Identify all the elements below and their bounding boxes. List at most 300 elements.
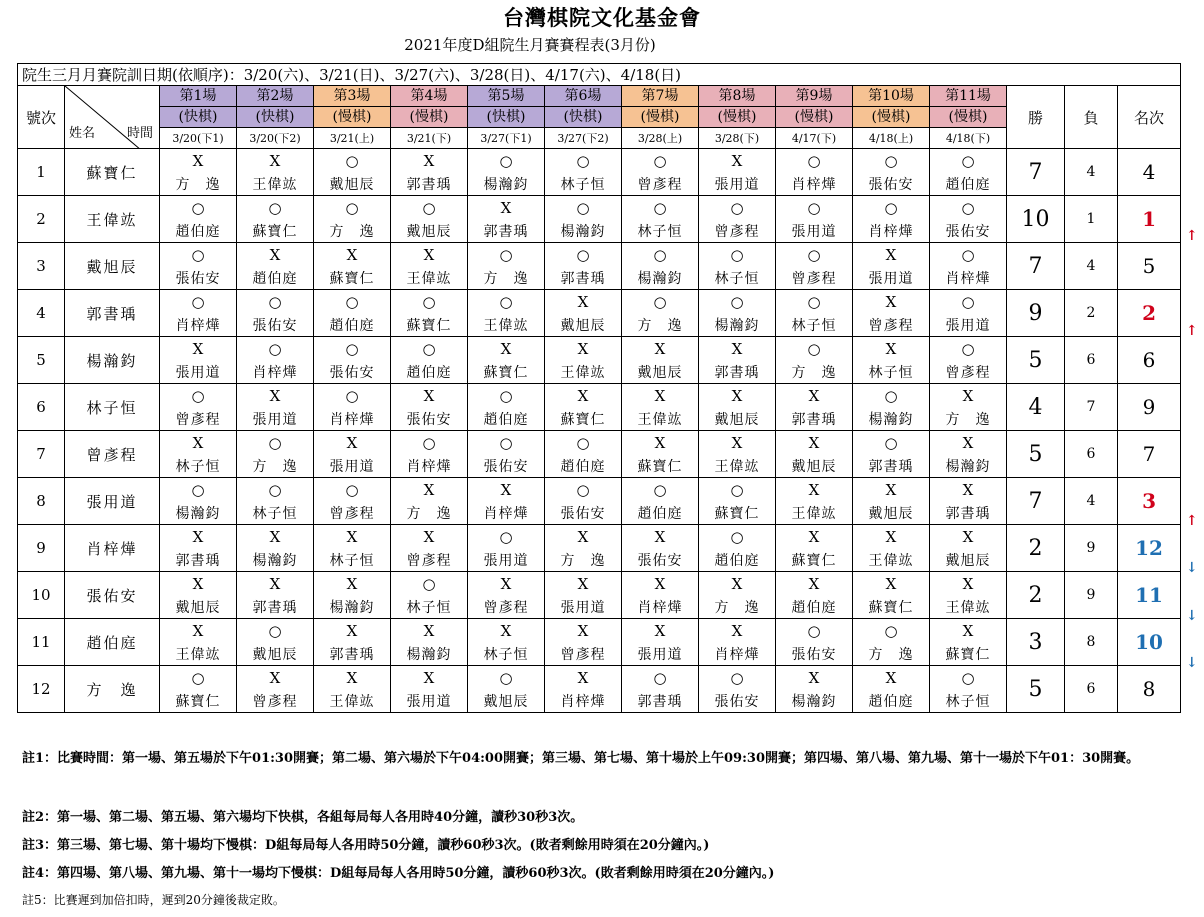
game-result: X — [160, 431, 237, 456]
game-result: X — [237, 384, 314, 409]
game-result: ○ — [545, 478, 622, 503]
player-number: 2 — [18, 196, 65, 243]
opponent-name: 王偉竑 — [622, 408, 699, 431]
game-result: ○ — [699, 243, 776, 268]
game-result: ○ — [160, 290, 237, 315]
game-result: ○ — [237, 337, 314, 362]
rank-value: 3 — [1118, 478, 1181, 525]
opponent-name: 楊瀚鈞 — [622, 267, 699, 290]
player-row — [18, 196, 1181, 221]
rank-value: 1 — [1118, 196, 1181, 243]
game-result: ○ — [930, 149, 1007, 174]
losses-count: 6 — [1065, 666, 1118, 713]
opponent-name: 張佑安 — [160, 267, 237, 290]
game-result: ○ — [776, 149, 853, 174]
game-result: ○ — [930, 337, 1007, 362]
game-result: X — [237, 243, 314, 268]
player-name: 方 逸 — [65, 666, 160, 713]
game-result: ○ — [853, 431, 930, 456]
header-wins: 勝 — [1007, 86, 1065, 149]
opponent-name: 林子恒 — [391, 596, 468, 619]
round-label: 第3場 — [314, 86, 391, 107]
game-result: ○ — [853, 149, 930, 174]
opponent-name: 蘇寶仁 — [545, 408, 622, 431]
wins-count: 5 — [1007, 666, 1065, 713]
player-name: 楊瀚鈞 — [65, 337, 160, 384]
game-result: X — [776, 478, 853, 503]
opponent-name: 張用道 — [237, 408, 314, 431]
opponent-name: 楊瀚鈞 — [468, 173, 545, 196]
opponent-name: 楊瀚鈞 — [699, 314, 776, 337]
game-result: X — [314, 243, 391, 268]
opponent-name: 戴旭辰 — [468, 690, 545, 713]
opponent-name: 郭書瑀 — [237, 596, 314, 619]
game-result: X — [853, 243, 930, 268]
round-type: (慢棋) — [314, 107, 391, 128]
round-date: 4/18(上) — [853, 128, 930, 149]
round-date: 3/28(上) — [622, 128, 699, 149]
opponent-name: 張佑安 — [468, 455, 545, 478]
opponent-name: 張用道 — [545, 596, 622, 619]
opponent-name: 方 逸 — [237, 455, 314, 478]
player-row-opponents — [18, 455, 1181, 478]
opponent-name: 王偉竑 — [391, 267, 468, 290]
opponent-name: 方 逸 — [699, 596, 776, 619]
schedule-table — [17, 63, 1181, 713]
opponent-name: 蘇寶仁 — [699, 502, 776, 525]
round-date: 3/28(下) — [699, 128, 776, 149]
game-result: ○ — [853, 384, 930, 409]
opponent-name: 楊瀚鈞 — [160, 502, 237, 525]
player-row-opponents — [18, 502, 1181, 525]
opponent-name: 王偉竑 — [776, 502, 853, 525]
game-result: X — [853, 572, 930, 597]
game-result: ○ — [391, 337, 468, 362]
opponent-name: 張用道 — [930, 314, 1007, 337]
opponent-name: 林子恒 — [468, 643, 545, 666]
opponent-name: 蘇寶仁 — [160, 690, 237, 713]
opponent-name: 蘇寶仁 — [314, 267, 391, 290]
round-label: 第11場 — [930, 86, 1007, 107]
game-result: ○ — [699, 525, 776, 550]
game-result: X — [391, 525, 468, 550]
opponent-name: 戴旭辰 — [622, 361, 699, 384]
rank-up-icon: ↑ — [1186, 512, 1198, 529]
opponent-name: 林子恒 — [545, 173, 622, 196]
game-result: ○ — [622, 290, 699, 315]
wins-count: 7 — [1007, 149, 1065, 196]
game-result: ○ — [160, 243, 237, 268]
opponent-name: 曾彥程 — [853, 314, 930, 337]
opponent-name: 楊瀚鈞 — [545, 220, 622, 243]
header-rank: 名次 — [1118, 86, 1181, 149]
round-type: (慢棋) — [776, 107, 853, 128]
opponent-name: 郭書瑀 — [160, 549, 237, 572]
game-result: X — [391, 384, 468, 409]
round-date: 3/21(下) — [391, 128, 468, 149]
game-result: ○ — [468, 243, 545, 268]
round-label: 第2場 — [237, 86, 314, 107]
player-number: 3 — [18, 243, 65, 290]
game-result: ○ — [160, 478, 237, 503]
game-result: X — [930, 525, 1007, 550]
opponent-name: 林子恒 — [314, 549, 391, 572]
player-row — [18, 243, 1181, 268]
rank-down-icon: ↓ — [1186, 607, 1198, 624]
player-row-opponents — [18, 596, 1181, 619]
opponent-name: 方 逸 — [545, 549, 622, 572]
opponent-name: 楊瀚鈞 — [853, 408, 930, 431]
round-label: 第4場 — [391, 86, 468, 107]
opponent-name: 林子恒 — [622, 220, 699, 243]
player-name: 戴旭辰 — [65, 243, 160, 290]
game-result: X — [699, 149, 776, 174]
game-result: X — [699, 384, 776, 409]
opponent-name: 趙伯庭 — [622, 502, 699, 525]
game-result: ○ — [622, 196, 699, 221]
game-result: ○ — [468, 149, 545, 174]
opponent-name: 楊瀚鈞 — [930, 455, 1007, 478]
player-row-opponents — [18, 408, 1181, 431]
training-dates-notice: 院生三月月賽院訓日期(依順序)：3/20(六)、3/21(日)、3/27(六)、3/28(日)、4/17(六)、4/18(日) — [18, 64, 1181, 86]
opponent-name: 張用道 — [314, 455, 391, 478]
player-number: 6 — [18, 384, 65, 431]
game-result: X — [391, 619, 468, 644]
losses-count: 4 — [1065, 243, 1118, 290]
player-row-opponents — [18, 643, 1181, 666]
round-date: 3/27(下1) — [468, 128, 545, 149]
game-result: ○ — [314, 149, 391, 174]
opponent-name: 張用道 — [622, 643, 699, 666]
game-result: X — [622, 431, 699, 456]
opponent-name: 趙伯庭 — [699, 549, 776, 572]
game-result: X — [699, 337, 776, 362]
game-result: X — [391, 478, 468, 503]
opponent-name: 曾彥程 — [699, 220, 776, 243]
notes-section — [22, 748, 1192, 907]
opponent-name: 楊瀚鈞 — [776, 690, 853, 713]
header-name-time — [65, 86, 160, 149]
round-label: 第10場 — [853, 86, 930, 107]
game-result: ○ — [237, 196, 314, 221]
game-result: X — [930, 478, 1007, 503]
round-type: (慢棋) — [699, 107, 776, 128]
opponent-name: 楊瀚鈞 — [314, 596, 391, 619]
opponent-name: 肖梓燁 — [545, 690, 622, 713]
opponent-name: 王偉竑 — [468, 314, 545, 337]
wins-count: 4 — [1007, 384, 1065, 431]
opponent-name: 肖梓燁 — [391, 455, 468, 478]
opponent-name: 張用道 — [160, 361, 237, 384]
opponent-name: 王偉竑 — [314, 690, 391, 713]
player-row-opponents — [18, 267, 1181, 290]
opponent-name: 林子恒 — [160, 455, 237, 478]
opponent-name: 曾彥程 — [160, 408, 237, 431]
round-date: 4/17(下) — [776, 128, 853, 149]
round-type: (快棋) — [237, 107, 314, 128]
game-result: X — [853, 525, 930, 550]
game-result: X — [545, 619, 622, 644]
rank-value: 12 — [1118, 525, 1181, 572]
game-result: ○ — [468, 384, 545, 409]
player-name: 張用道 — [65, 478, 160, 525]
game-result: ○ — [776, 619, 853, 644]
player-row — [18, 572, 1181, 597]
game-result: ○ — [314, 196, 391, 221]
losses-count: 4 — [1065, 149, 1118, 196]
opponent-name: 王偉竑 — [699, 455, 776, 478]
header-losses: 負 — [1065, 86, 1118, 149]
game-result: ○ — [699, 666, 776, 691]
game-result: ○ — [622, 478, 699, 503]
player-name: 王偉竑 — [65, 196, 160, 243]
player-name: 肖梓燁 — [65, 525, 160, 572]
opponent-name: 林子恒 — [699, 267, 776, 290]
losses-count: 1 — [1065, 196, 1118, 243]
game-result: X — [160, 572, 237, 597]
losses-count: 6 — [1065, 337, 1118, 384]
round-date: 3/21(上) — [314, 128, 391, 149]
opponent-name: 方 逸 — [314, 220, 391, 243]
player-name: 趙伯庭 — [65, 619, 160, 666]
player-name: 蘇寶仁 — [65, 149, 160, 196]
game-result: ○ — [853, 619, 930, 644]
opponent-name: 林子恒 — [237, 502, 314, 525]
opponent-name: 方 逸 — [160, 173, 237, 196]
opponent-name: 郭書瑀 — [699, 361, 776, 384]
game-result: X — [468, 337, 545, 362]
rank-down-icon: ↓ — [1186, 655, 1198, 671]
opponent-name: 蘇寶仁 — [930, 643, 1007, 666]
opponent-name: 王偉竑 — [160, 643, 237, 666]
game-result: X — [622, 619, 699, 644]
game-result: ○ — [391, 196, 468, 221]
opponent-name: 趙伯庭 — [468, 408, 545, 431]
player-row-opponents — [18, 690, 1181, 713]
opponent-name: 王偉竑 — [237, 173, 314, 196]
round-date: 3/20(下1) — [160, 128, 237, 149]
round-label: 第9場 — [776, 86, 853, 107]
player-row-opponents — [18, 220, 1181, 243]
rank-value: 7 — [1118, 431, 1181, 478]
player-row-opponents — [18, 173, 1181, 196]
opponent-name: 王偉竑 — [545, 361, 622, 384]
header-time: 時間 — [126, 126, 153, 141]
game-result: ○ — [930, 196, 1007, 221]
opponent-name: 戴旭辰 — [237, 643, 314, 666]
player-number: 1 — [18, 149, 65, 196]
game-result: ○ — [314, 384, 391, 409]
opponent-name: 張佑安 — [545, 502, 622, 525]
player-number: 12 — [18, 666, 65, 713]
rank-down-icon: ↓ — [1186, 560, 1198, 576]
rank-value: 4 — [1118, 149, 1181, 196]
round-date: 4/18(下) — [930, 128, 1007, 149]
rank-value: 2 — [1118, 290, 1181, 337]
losses-count: 4 — [1065, 478, 1118, 525]
game-result: X — [314, 572, 391, 597]
game-result: X — [545, 666, 622, 691]
player-row — [18, 478, 1181, 503]
game-result: ○ — [160, 196, 237, 221]
opponent-name: 張佑安 — [314, 361, 391, 384]
round-label: 第5場 — [468, 86, 545, 107]
opponent-name: 方 逸 — [468, 267, 545, 290]
opponent-name: 張用道 — [699, 173, 776, 196]
player-number: 8 — [18, 478, 65, 525]
note-5: 註5：比賽遲到加倍扣時，遲到20分鐘後裁定敗。 — [22, 893, 285, 907]
game-result: X — [853, 290, 930, 315]
opponent-name: 趙伯庭 — [391, 361, 468, 384]
game-result: X — [468, 572, 545, 597]
round-type: (慢棋) — [930, 107, 1007, 128]
game-result: ○ — [468, 290, 545, 315]
wins-count: 2 — [1007, 525, 1065, 572]
game-result: ○ — [776, 290, 853, 315]
player-row — [18, 619, 1181, 644]
wins-count: 10 — [1007, 196, 1065, 243]
rank-value: 11 — [1118, 572, 1181, 619]
round-type: (快棋) — [545, 107, 622, 128]
opponent-name: 肖梓燁 — [853, 220, 930, 243]
game-result: X — [237, 149, 314, 174]
game-result: X — [622, 337, 699, 362]
opponent-name: 肖梓燁 — [468, 502, 545, 525]
losses-count: 7 — [1065, 384, 1118, 431]
player-number: 5 — [18, 337, 65, 384]
wins-count: 5 — [1007, 431, 1065, 478]
game-result: X — [160, 337, 237, 362]
opponent-name: 張佑安 — [391, 408, 468, 431]
player-number: 7 — [18, 431, 65, 478]
losses-count: 9 — [1065, 525, 1118, 572]
player-name: 郭書瑀 — [65, 290, 160, 337]
game-result: X — [468, 478, 545, 503]
game-result: ○ — [699, 196, 776, 221]
opponent-name: 肖梓燁 — [622, 596, 699, 619]
opponent-name: 郭書瑀 — [776, 408, 853, 431]
game-result: X — [699, 619, 776, 644]
opponent-name: 林子恒 — [776, 314, 853, 337]
opponent-name: 方 逸 — [622, 314, 699, 337]
opponent-name: 曾彥程 — [391, 549, 468, 572]
game-result: ○ — [930, 243, 1007, 268]
page-title: 台灣棋院文化基金會 — [503, 5, 701, 30]
game-result: X — [930, 619, 1007, 644]
rank-value: 6 — [1118, 337, 1181, 384]
note-2: 註2：第一場、第二場、第五場、第六場均下快棋，各組每局每人各用時40分鐘，讀秒30秒3次。 — [22, 810, 584, 825]
note-3: 註3：第三場、第七場、第十場均下慢棋：D組每局每人各用時50分鐘，讀秒60秒3次。(敗者剩餘用時須在20分鐘內。) — [22, 838, 710, 853]
note-4: 註4：第四場、第八場、第九場、第十一場均下慢棋：D組每局每人各用時50分鐘，讀秒60秒3次。(敗者剩餘用時須在20分鐘內。) — [22, 866, 775, 881]
round-label: 第7場 — [622, 86, 699, 107]
opponent-name: 郭書瑀 — [391, 173, 468, 196]
opponent-name: 方 逸 — [391, 502, 468, 525]
game-result: ○ — [622, 243, 699, 268]
opponent-name: 戴旭辰 — [314, 173, 391, 196]
game-result: X — [853, 478, 930, 503]
game-result: X — [237, 572, 314, 597]
opponent-name: 蘇寶仁 — [237, 220, 314, 243]
opponent-name: 林子恒 — [930, 690, 1007, 713]
player-row-opponents — [18, 361, 1181, 384]
opponent-name: 蘇寶仁 — [776, 549, 853, 572]
opponent-name: 郭書瑀 — [314, 643, 391, 666]
game-result: ○ — [314, 337, 391, 362]
opponent-name: 戴旭辰 — [853, 502, 930, 525]
game-result: ○ — [545, 196, 622, 221]
game-result: X — [391, 666, 468, 691]
opponent-name: 郭書瑀 — [853, 455, 930, 478]
opponent-name: 郭書瑀 — [930, 502, 1007, 525]
opponent-name: 曾彥程 — [776, 267, 853, 290]
opponent-name: 肖梓燁 — [314, 408, 391, 431]
game-result: X — [622, 525, 699, 550]
rank-value: 9 — [1118, 384, 1181, 431]
game-result: ○ — [237, 290, 314, 315]
game-result: X — [930, 384, 1007, 409]
player-row — [18, 290, 1181, 315]
opponent-name: 戴旭辰 — [699, 408, 776, 431]
game-result: ○ — [776, 243, 853, 268]
opponent-name: 趙伯庭 — [237, 267, 314, 290]
rank-up-icon: ↑ — [1186, 227, 1198, 244]
opponent-name: 林子恒 — [853, 361, 930, 384]
game-result: ○ — [545, 243, 622, 268]
game-result: ○ — [776, 337, 853, 362]
losses-count: 6 — [1065, 431, 1118, 478]
game-result: X — [776, 525, 853, 550]
opponent-name: 肖梓燁 — [776, 173, 853, 196]
header-name: 姓名 — [69, 126, 96, 141]
game-result: ○ — [622, 149, 699, 174]
player-number: 10 — [18, 572, 65, 619]
opponent-name: 張佑安 — [622, 549, 699, 572]
wins-count: 7 — [1007, 478, 1065, 525]
game-result: ○ — [468, 525, 545, 550]
game-result: X — [314, 666, 391, 691]
player-row — [18, 666, 1181, 691]
game-result: X — [699, 572, 776, 597]
round-type: (慢棋) — [622, 107, 699, 128]
wins-count: 5 — [1007, 337, 1065, 384]
opponent-name: 肖梓燁 — [699, 643, 776, 666]
opponent-name: 趙伯庭 — [853, 690, 930, 713]
rank-value: 5 — [1118, 243, 1181, 290]
opponent-name: 趙伯庭 — [930, 173, 1007, 196]
player-number: 9 — [18, 525, 65, 572]
game-result: X — [160, 525, 237, 550]
opponent-name: 郭書瑀 — [468, 220, 545, 243]
game-result: X — [776, 431, 853, 456]
player-name: 林子恒 — [65, 384, 160, 431]
game-result: X — [237, 525, 314, 550]
note-1: 註1：比賽時間：第一場、第五場於下午01:30開賽；第二場、第六場於下午04:00開賽；第三場、第七場、第十場於上午09:30開賽；第四場、第八場、第九場、第十一場於下午01：30開賽。 — [22, 751, 1140, 766]
round-type: (慢棋) — [391, 107, 468, 128]
game-result: X — [391, 243, 468, 268]
game-result: X — [545, 337, 622, 362]
opponent-name: 楊瀚鈞 — [391, 643, 468, 666]
game-result: X — [545, 384, 622, 409]
game-result: ○ — [699, 290, 776, 315]
opponent-name: 戴旭辰 — [391, 220, 468, 243]
opponent-name: 張佑安 — [930, 220, 1007, 243]
wins-count: 9 — [1007, 290, 1065, 337]
opponent-name: 張用道 — [468, 549, 545, 572]
game-result: X — [545, 525, 622, 550]
game-result: X — [314, 619, 391, 644]
game-result: X — [314, 525, 391, 550]
wins-count: 3 — [1007, 619, 1065, 666]
